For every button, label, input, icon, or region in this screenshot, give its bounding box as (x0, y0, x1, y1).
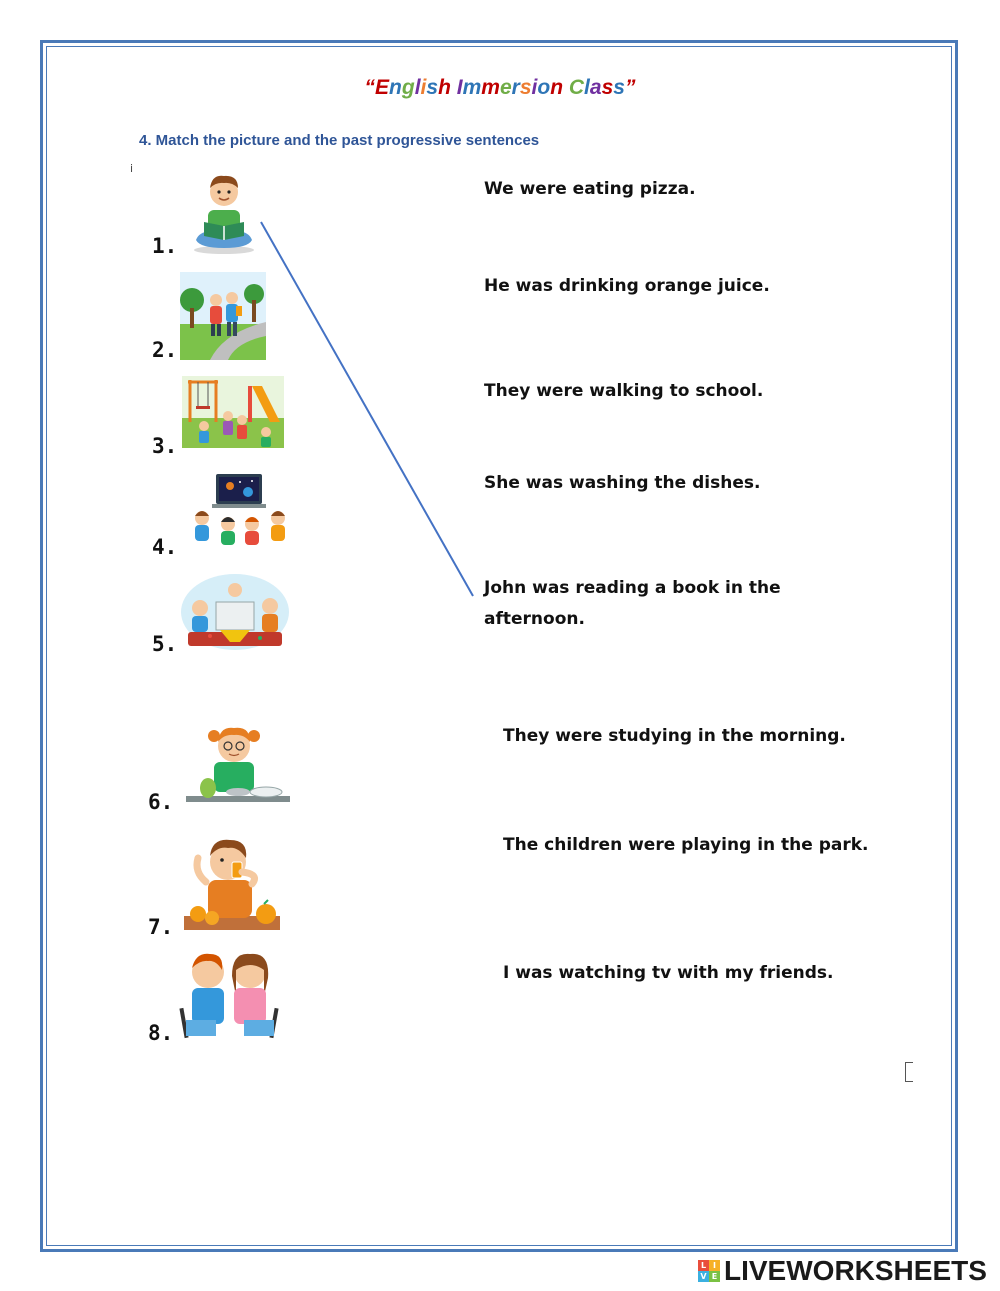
item-number-2: 2. (152, 338, 178, 362)
sentence-3[interactable]: They were walking to school. (484, 381, 764, 401)
title-letter: C (568, 76, 585, 99)
item-number-3: 3. (152, 434, 178, 458)
title-close-quote: ” (624, 76, 636, 99)
kids-studying-with-laptops-icon[interactable] (178, 948, 282, 1044)
boy-reading-book-icon[interactable] (190, 170, 258, 255)
title-letter: I (456, 76, 463, 99)
girl-washing-dishes-icon[interactable] (184, 722, 292, 810)
title-letter: s (613, 76, 625, 99)
worksheet-title (0, 76, 1000, 100)
title-letter: h (438, 76, 451, 99)
kids-eating-pizza-icon[interactable] (180, 572, 290, 656)
kids-walking-to-school-icon[interactable] (180, 272, 266, 360)
sentence-8[interactable]: I was watching tv with my friends. (503, 963, 834, 983)
sentence-2[interactable]: He was drinking orange juice. (484, 276, 770, 296)
item-number-1: 1. (152, 234, 178, 258)
liveworksheets-logo-icon (698, 1260, 720, 1282)
exercise-instruction: 4. Match the picture and the past progressive sentences (139, 132, 540, 149)
title-letter: l (584, 76, 590, 99)
sentence-7[interactable]: The children were playing in the park. (503, 835, 869, 855)
title-letter: i (420, 76, 427, 99)
liveworksheets-brand (698, 1256, 987, 1286)
title-letter: s (601, 76, 614, 99)
children-playing-in-park-icon[interactable] (182, 376, 284, 448)
title-letter: l (414, 76, 421, 99)
title-letter: a (589, 76, 602, 99)
title-letter: n (389, 76, 402, 99)
title-letter: i (531, 76, 538, 99)
title-letter: s (426, 76, 439, 99)
item-number-7: 7. (148, 915, 174, 939)
logo-tile: E (709, 1271, 720, 1282)
logo-tile: V (698, 1271, 709, 1282)
title-letter: r (511, 76, 520, 99)
title-text (375, 76, 625, 99)
title-letter: E (375, 76, 390, 99)
sentence-4[interactable]: She was washing the dishes. (484, 473, 761, 493)
title-letter: m (481, 76, 500, 99)
sentence-6[interactable]: They were studying in the morning. (503, 726, 846, 746)
title-letter: g (401, 76, 415, 99)
item-number-5: 5. (152, 632, 178, 656)
title-letter: s (519, 76, 532, 99)
anchor-mark: ⅰ (130, 162, 134, 175)
item-number-6: 6. (148, 790, 174, 814)
item-number-8: 8. (148, 1021, 174, 1045)
boy-drinking-orange-juice-icon[interactable] (178, 832, 282, 936)
title-letter: e (499, 76, 512, 99)
logo-tile: I (709, 1260, 720, 1271)
brand-text: LIVEWORKSHEETS (724, 1255, 987, 1286)
sentence-1[interactable]: We were eating pizza. (484, 179, 696, 199)
logo-tile: L (698, 1260, 709, 1271)
item-number-4: 4. (152, 535, 178, 559)
corner-mark (905, 1062, 913, 1082)
title-letter: m (462, 76, 482, 99)
title-letter: o (537, 76, 551, 99)
kids-watching-tv-icon[interactable] (190, 472, 290, 550)
sentence-5[interactable]: John was reading a book in the afternoon. (484, 578, 781, 629)
title-letter: n (550, 76, 564, 99)
title-open-quote: “ (364, 76, 376, 99)
